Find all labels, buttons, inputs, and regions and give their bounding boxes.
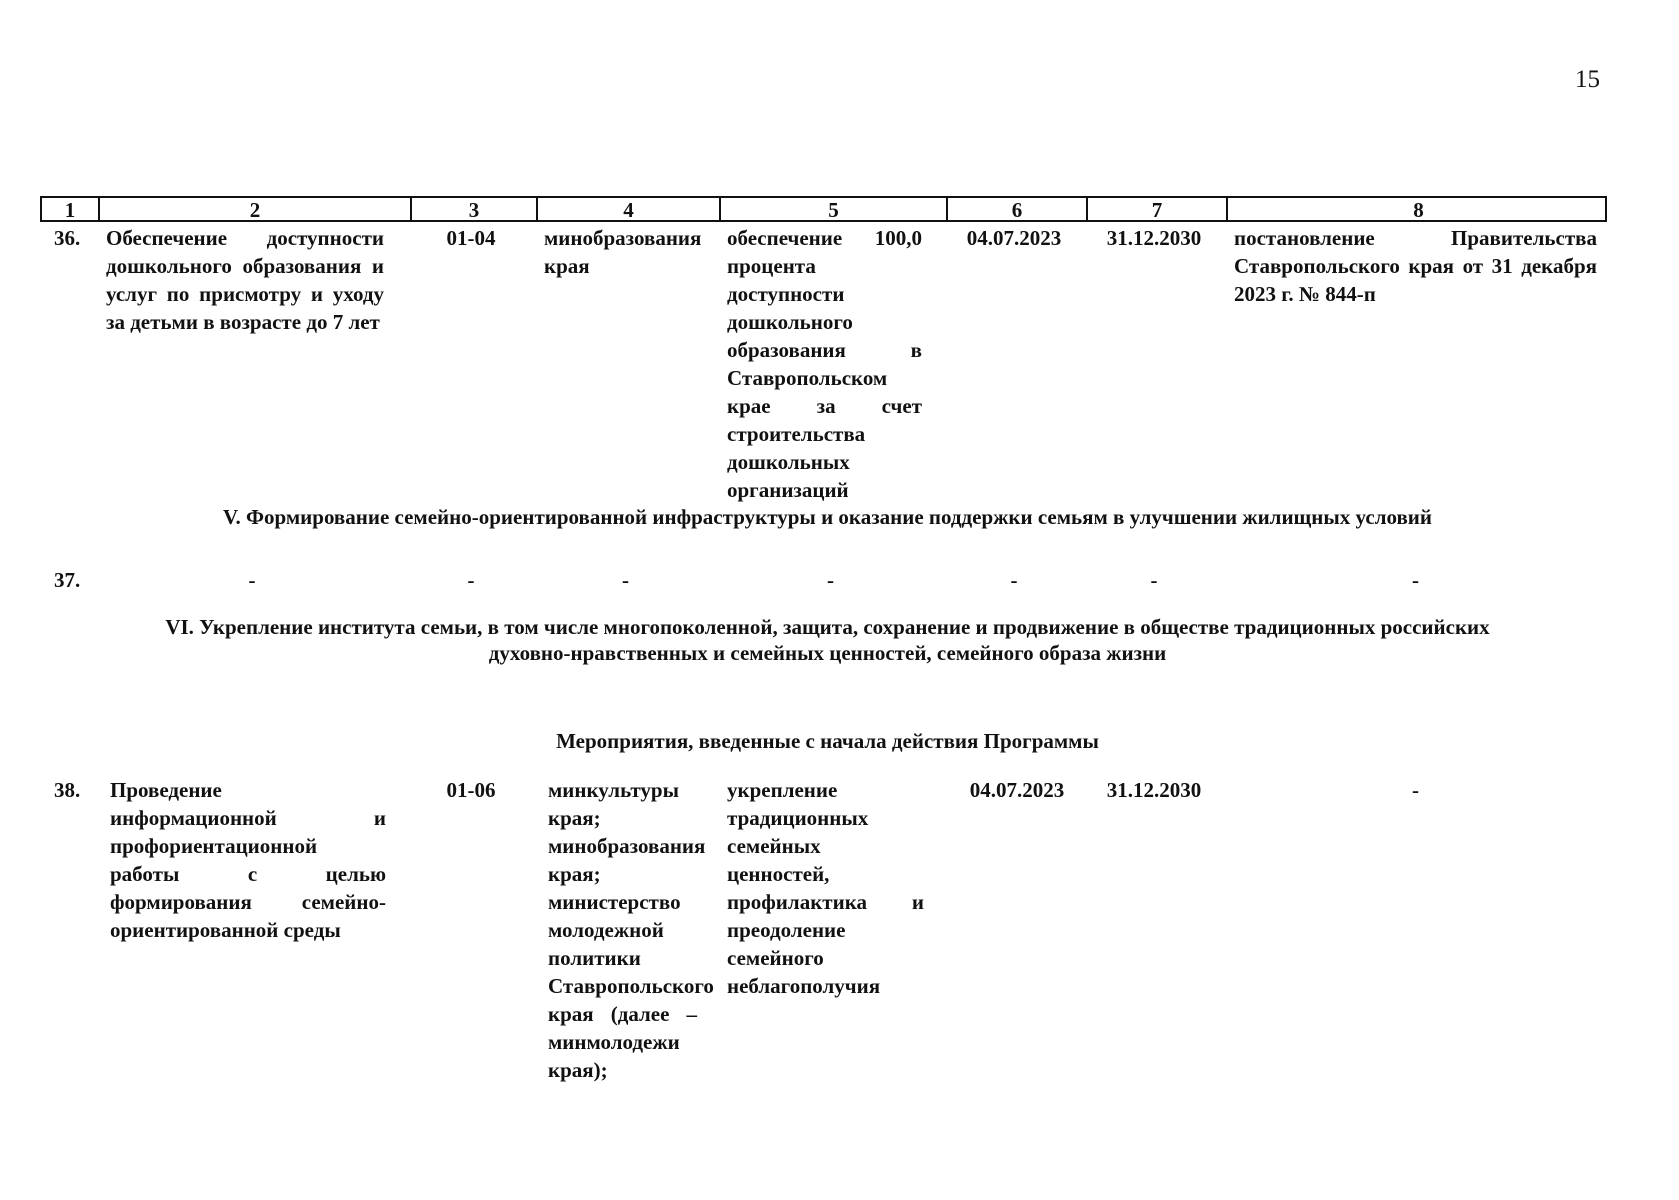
- task-code: -: [467, 568, 475, 592]
- expected-result: -: [827, 568, 834, 592]
- measure-name: Обеспечение доступности дошкольного образования и услуг по присмотру и уходу за детьми в возрасте до 7 лет: [106, 226, 384, 334]
- legal-document: -: [1412, 778, 1419, 802]
- start-date: 04.07.2023: [969, 778, 1065, 802]
- executor: -: [622, 568, 629, 592]
- row-number: 38.: [54, 778, 81, 802]
- page-number: 15: [1575, 66, 1600, 93]
- start-date: -: [1010, 568, 1018, 592]
- column-header-5: 5: [719, 198, 946, 222]
- measure-name: -: [248, 568, 256, 592]
- table-row-38: [40, 776, 1607, 1084]
- table-row-37-wrap: [40, 566, 1607, 594]
- end-date: -: [1150, 568, 1158, 592]
- measure-name: Проведение информационной и профориентационной работы с целью формирования семейно-ориентированной среды: [110, 778, 386, 942]
- column-header-4: 4: [536, 198, 719, 222]
- section-title-v: V. Формирование семейно-ориентированной инфраструктуры и оказание поддержки семьям в улучшении жилищных условий: [223, 505, 1432, 529]
- task-code: 01-04: [446, 226, 496, 250]
- row-number: 36.: [54, 226, 81, 250]
- row-number: 37.: [54, 568, 81, 592]
- expected-result: укрепление традиционных семейных ценностей, профилактика и преодоление семейного неблагополучия: [727, 778, 924, 998]
- column-header-7: 7: [1086, 198, 1226, 222]
- executor: минобразования края: [544, 226, 702, 278]
- program-table: [40, 196, 1607, 504]
- legal-document: постановление Правительства Ставропольского края от 31 декабря 2023 г. № 844-п: [1234, 226, 1597, 306]
- end-date: 31.12.2030: [1106, 778, 1202, 802]
- subsection-title: Мероприятия, введенные с начала действия Программы: [556, 729, 1099, 753]
- table-row-38-wrap: [40, 776, 1607, 1084]
- table-row-37: [40, 566, 1607, 594]
- section-title-vi-line2: духовно-нравственных и семейных ценностей, семейного образа жизни: [488, 641, 1167, 665]
- start-date: 04.07.2023: [966, 226, 1062, 250]
- column-header-6: 6: [946, 198, 1086, 222]
- executor: минкультуры края; минобразования края; министерство молодежной политики Ставропольского края (далее – минмолодежи края);: [548, 778, 714, 1082]
- table-row-36: [40, 224, 1607, 504]
- column-header-8: 8: [1226, 198, 1609, 222]
- legal-document: -: [1412, 568, 1419, 592]
- column-header-1: 1: [64, 198, 76, 222]
- column-header-2: 2: [98, 198, 410, 222]
- column-header-row: [40, 196, 1607, 222]
- column-header-3: 3: [410, 198, 536, 222]
- task-code: 01-06: [446, 778, 496, 802]
- section-title-vi-line1: VI. Укрепление института семьи, в том числе многопоколенной, защита, сохранение и продвижение в обществе традиционных российских: [165, 615, 1490, 639]
- expected-result: обеспечение 100,0 процента доступности дошкольного образования в Ставропольском крае за счет строительства дошкольных организаций: [727, 226, 922, 502]
- end-date: 31.12.2030: [1106, 226, 1202, 250]
